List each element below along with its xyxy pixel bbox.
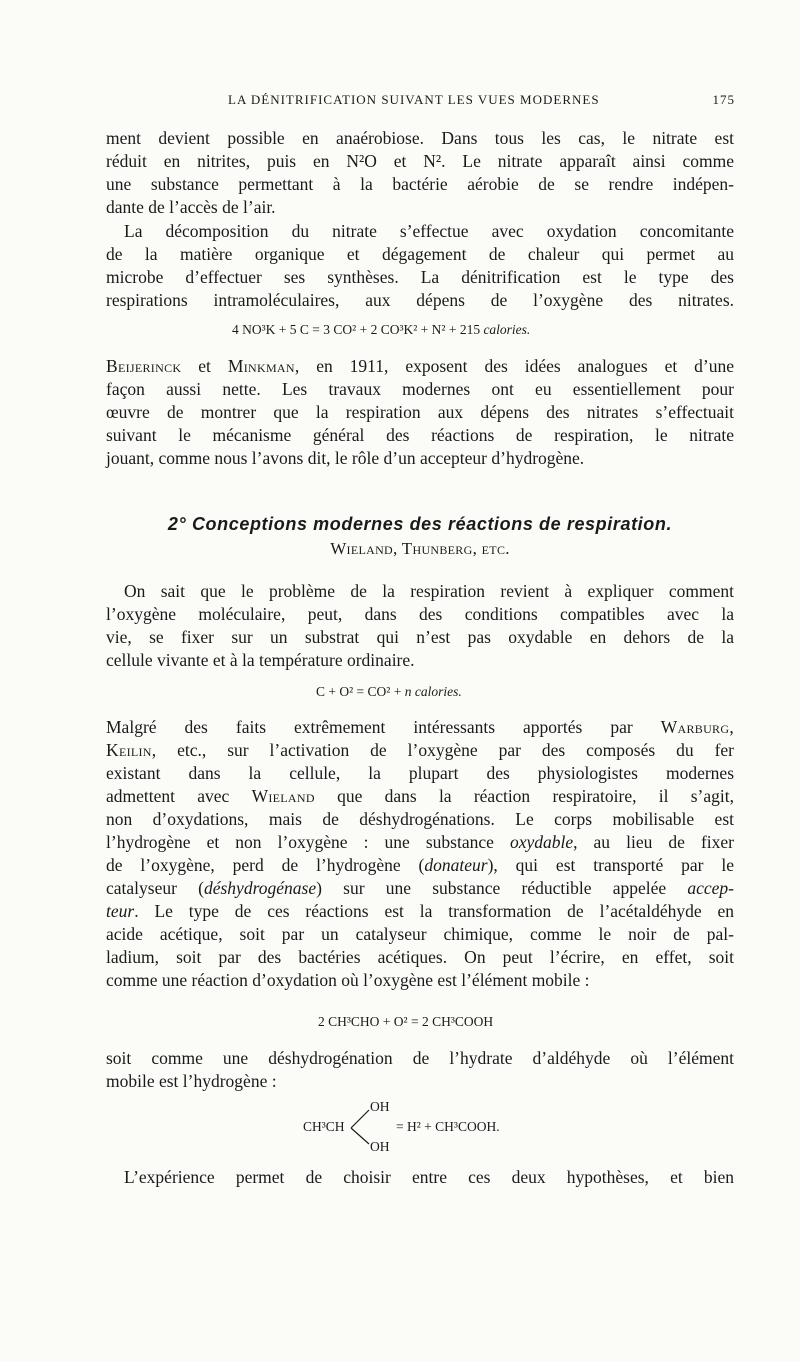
- term-deshydrogenase: déshydrogénase: [203, 878, 317, 898]
- paragraph-line: façon aussi nette. Les travaux modernes ont eu essentiellement pour: [106, 379, 734, 399]
- paragraph-line: soit comme une déshydrogénation de l’hydrate d’aldéhyde où l’élément: [106, 1048, 734, 1068]
- paragraph-line: réduit en nitrites, puis en N²O et N². Le nitrate apparaît ainsi comme: [106, 151, 734, 171]
- paragraph-line: acide acétique, soit par un catalyseur chimique, comme le noir de pal-: [106, 924, 734, 944]
- paragraph-line: microbe d’effectuer ses synthèses. La dénitrification est le type des: [106, 267, 734, 287]
- paragraph-line: [106, 854, 734, 877]
- formula-right: = H² + CH³COOH.: [396, 1119, 500, 1134]
- paragraph-line: non d’oxydations, mais de déshydrogénations. Le corps mobilisable est: [106, 809, 734, 829]
- paragraph-line-rest: , en 1911, exposent des idées analogues et d’une: [294, 356, 734, 376]
- paragraph-line: mobile est l’hydrogène :: [106, 1071, 277, 1091]
- respiration-equation: [316, 683, 462, 701]
- paragraph-line: de la matière organique et dégagement de chaleur qui permet au: [106, 244, 734, 264]
- term-accepteur-part2: teur: [106, 901, 135, 921]
- denitrification-equation: [232, 321, 530, 339]
- term-oxydable: oxydable: [509, 832, 574, 852]
- equation-text: 4 NO³K + 5 C = 3 CO² + 2 CO³K² + N² + 215: [232, 322, 481, 337]
- paragraph-line-prefix: admettent avec: [106, 786, 252, 806]
- author-keilin: Keilin: [106, 740, 152, 760]
- paragraph-line: dante de l’accès de l’air.: [106, 197, 276, 217]
- section-number: 2°: [167, 514, 187, 534]
- equation-unit: calories.: [483, 322, 531, 337]
- author-warburg: Warburg,: [660, 717, 734, 737]
- paragraph-line-middle: ) sur une substance réductible appelée: [316, 878, 688, 898]
- paragraph-line: [106, 877, 734, 900]
- paragraph-line-rest: , au lieu de fixer: [573, 832, 734, 852]
- formula-bracket: [349, 1106, 371, 1148]
- running-title: LA DÉNITRIFICATION SUIVANT LES VUES MODERNES: [228, 92, 600, 107]
- paragraph-line-prefix: de l’oxygène, perd de l’hydrogène (: [106, 855, 425, 875]
- author-wieland: Wieland: [251, 786, 315, 806]
- paragraph-line: cellule vivante et à la température ordinaire.: [106, 650, 415, 670]
- paragraph-line-prefix: catalyseur (: [106, 878, 204, 898]
- equation-variable: n: [404, 684, 412, 699]
- section-title: Conceptions modernes des réactions de respiration.: [191, 514, 673, 534]
- paragraph-line-rest: . Le type de ces réactions est la transformation de l’acétaldéhyde en: [134, 901, 734, 921]
- page-header: [110, 92, 735, 114]
- paragraph-line: On sait que le problème de la respiration revient à expliquer comment: [124, 581, 734, 601]
- paragraph-line: [106, 716, 734, 739]
- paragraph-line-prefix: Malgré des faits extrêmement intéressants apportés par: [106, 717, 661, 737]
- author-minkman: Minkman: [227, 356, 295, 376]
- paragraph-line: une substance permettant à la bactérie aérobie de se rendre indépen-: [106, 174, 734, 194]
- paragraph-line: existant dans la cellule, la plupart des physiologistes modernes: [106, 763, 734, 783]
- paragraph-line: [106, 900, 734, 923]
- section-heading: [106, 514, 734, 535]
- section-authors: Wieland, Thunberg, etc.: [330, 539, 510, 558]
- oxidation-equation: 2 CH³CHO + O² = 2 CH³COOH: [318, 1014, 494, 1029]
- equation-unit: calories.: [414, 684, 462, 699]
- paragraph-line-rest: ), qui est transporté par le: [487, 855, 735, 875]
- formula-left: CH³CH: [303, 1119, 345, 1134]
- paragraph-line: L’expérience permet de choisir entre ces deux hypothèses, et bien: [124, 1167, 734, 1187]
- page-number: 175: [712, 92, 735, 107]
- paragraph-line: ment devient possible en anaérobiose. Dans tous les cas, le nitrate est: [106, 128, 734, 148]
- paragraph-line: vie, se fixer sur un substrat qui n’est pas oxydable en dehors de la: [106, 627, 734, 647]
- paragraph-line: suivant le mécanisme général des réactions de respiration, le nitrate: [106, 425, 734, 445]
- term-accepteur-part1: accep-: [687, 878, 734, 898]
- term-donateur: donateur: [424, 855, 488, 875]
- paragraph-line-prefix: l’hydrogène et non l’oxygène : une substance: [106, 832, 510, 852]
- paragraph-line: [106, 739, 734, 762]
- paragraph-line: [106, 785, 734, 808]
- paragraph-line: l’oxygène moléculaire, peut, dans des conditions compatibles avec la: [106, 604, 734, 624]
- paragraph-line-rest: , etc., sur l’activation de l’oxygène par des composés du fer: [151, 740, 734, 760]
- author-beijerinck: Beijerinck: [106, 356, 182, 376]
- paragraph-line: [106, 355, 734, 378]
- formula-top-group: OH: [370, 1099, 390, 1114]
- paragraph-line: jouant, comme nous l’avons dit, le rôle d’un accepteur d’hydrogène.: [106, 448, 585, 468]
- paragraph-line: [106, 831, 734, 854]
- paragraph-line: La décomposition du nitrate s’effectue avec oxydation concomitante: [124, 221, 734, 241]
- formula-bottom-group: OH: [370, 1139, 390, 1154]
- author-connector: et: [181, 356, 228, 376]
- paragraph-line-rest: que dans la réaction respiratoire, il s’agit,: [314, 786, 734, 806]
- paragraph-line: respirations intramoléculaires, aux dépens de l’oxygène des nitrates.: [106, 290, 734, 310]
- paragraph-line: comme une réaction d’oxydation où l’oxygène est l’élément mobile :: [106, 970, 590, 990]
- equation-text: C + O² = CO² +: [316, 684, 405, 699]
- paragraph-line: ladium, soit par des bactéries acétiques. On peut l’écrire, en effet, soit: [106, 947, 734, 967]
- paragraph-line: œuvre de montrer que la respiration aux dépens des nitrates s’effectuait: [106, 402, 734, 422]
